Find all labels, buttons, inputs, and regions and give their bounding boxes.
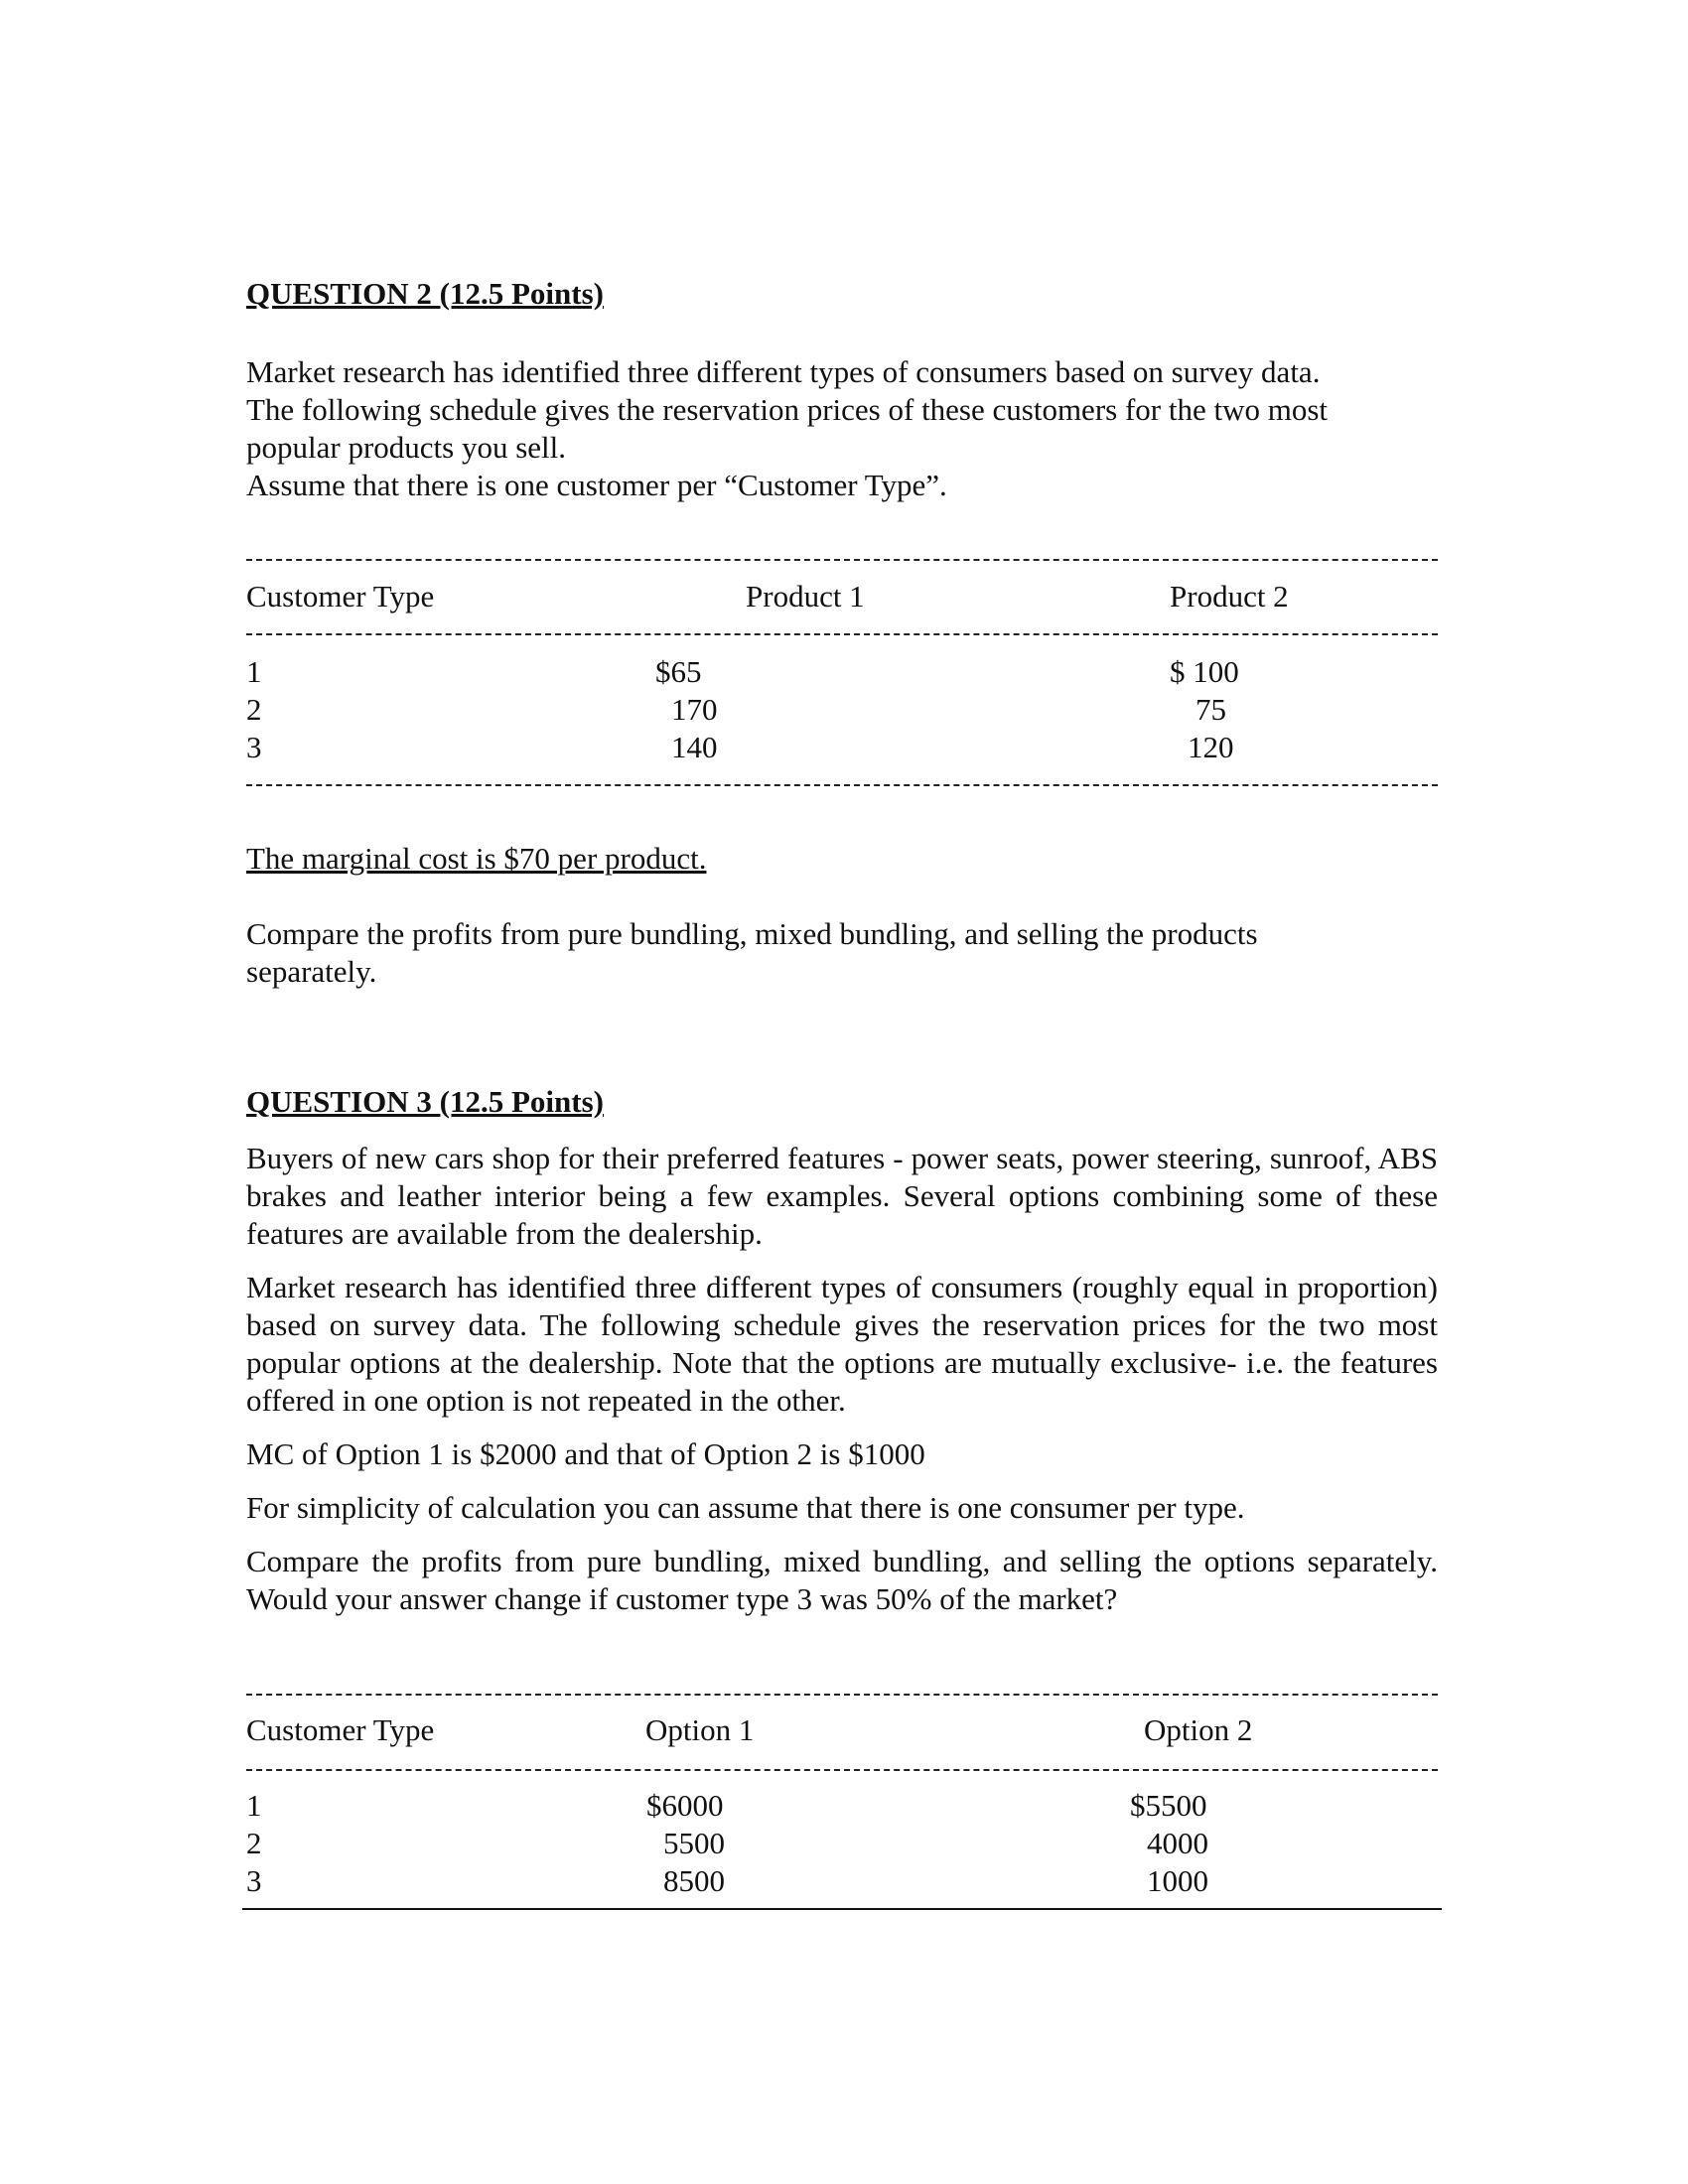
q3-para-5: Compare the profits from pure bundling, mixed bundling, and selling the options separately. Would your answer change if customer type 3 was 50% of the market? [246,1544,1438,1616]
q3-paragraphs [246,1140,1438,1618]
q2-header-customer-type: Customer Type [246,579,435,614]
q3-row-1-option-1: $6000 [646,1788,724,1823]
q3-row-3-option-1: 8500 [663,1863,725,1898]
q3-header-option-1: Option 1 [645,1712,755,1747]
q3-row-3-type: 3 [246,1863,262,1898]
q2-intro-line-1: Market research has identified three different types of consumers based on survey data. [246,354,1321,389]
q2-row-1-type: 1 [246,654,262,689]
q2-row-2-product-2: 75 [1196,692,1226,727]
q3-para-3: MC of Option 1 is $2000 and that of Option 2 is $1000 [246,1436,925,1471]
q2-task-line-2: separately. [246,954,377,989]
q2-table-rule-bottom [246,784,1438,786]
q3-table-rule-top [246,1694,1438,1696]
q2-header-product-1: Product 1 [746,579,865,614]
q3-row-3-option-2: 1000 [1147,1863,1208,1898]
q3-row-2-option-2: 4000 [1147,1826,1208,1860]
q2-row-3-product-2: 120 [1188,730,1234,764]
q3-row-2-option-1: 5500 [663,1826,725,1860]
q2-task-line-1: Compare the profits from pure bundling, mixed bundling, and selling the products [246,916,1258,951]
q3-heading: QUESTION 3 (12.5 Points) [246,1084,604,1119]
q3-header-customer-type: Customer Type [246,1712,435,1747]
q3-para-2: Market research has identified three different types of consumers (roughly equal in proportion) based on survey data. The following schedule gives the reservation prices for the two most popular options at the dealership. Note that the options are mutually exclusive- i.e. the features offered in one option is not repeated in the other. [246,1270,1438,1418]
q2-table-rule-top [246,559,1438,561]
q2-row-2-type-value: 170 [671,692,718,727]
q2-heading: QUESTION 2 (12.5 Points) [246,276,604,311]
q3-row-2-type: 2 [246,1826,262,1860]
q3-table-rule-header [246,1769,1438,1771]
q3-row-1-option-2: $5500 [1130,1788,1207,1823]
q2-row-3-product-1: 140 [671,730,718,764]
q3-header-option-2: Option 2 [1144,1712,1253,1747]
q3-table-rule-bottom [242,1908,1442,1910]
q2-row-1-product-1: $65 [655,654,702,689]
q2-row-2-type: 2 [246,692,262,727]
q2-intro-line-4: Assume that there is one customer per “Customer Type”. [246,468,947,502]
q2-marginal-cost: The marginal cost is $70 per product. [246,841,707,876]
q3-para-1: Buyers of new cars shop for their preferred features - power seats, power steering, sunroof, ABS brakes and leather interior being a few examples. Several options combining some of these features are available from the dealership. [246,1141,1438,1251]
q2-intro-line-2: The following schedule gives the reservation prices of these customers for the two most [246,392,1329,427]
q3-para-4: For simplicity of calculation you can assume that there is one consumer per type. [246,1490,1245,1525]
q2-row-1-product-2: $ 100 [1170,654,1239,689]
q2-row-3-type: 3 [246,730,262,764]
q2-header-product-2: Product 2 [1170,579,1289,614]
q3-row-1-type: 1 [246,1788,262,1823]
q2-intro-line-3: popular products you sell. [246,430,567,465]
q2-table-rule-header [246,633,1438,635]
